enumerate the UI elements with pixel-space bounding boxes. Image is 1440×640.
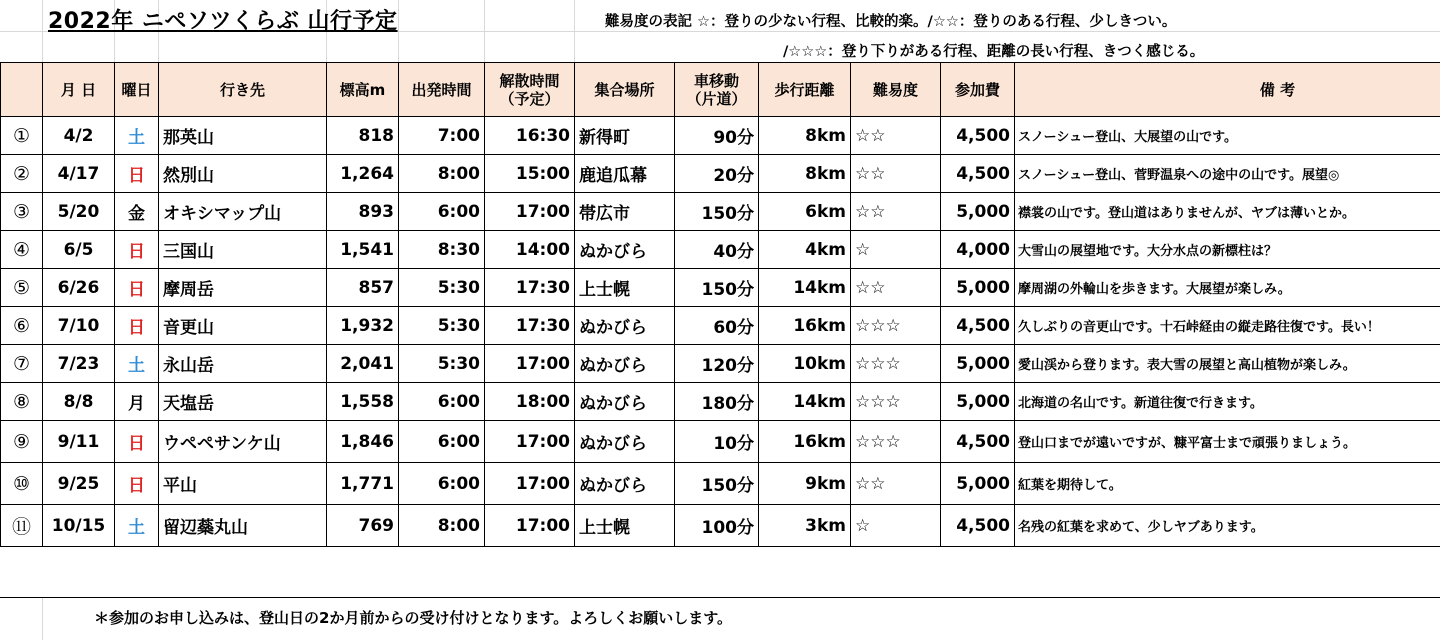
cell-dismiss: 15:00 xyxy=(485,155,575,193)
cell-date: 5/20 xyxy=(43,193,115,231)
cell-notes: スノーシュー登山、菅野温泉への途中の山です。展望◎ xyxy=(1015,155,1440,193)
cell-dismiss: 17:00 xyxy=(485,505,575,547)
cell-notes: 北海道の名山です。新道往復で行きます。 xyxy=(1015,383,1440,421)
cell-walk: 8km xyxy=(759,117,851,155)
cell-elevation: 769 xyxy=(327,505,399,547)
cell-fee: 4,000 xyxy=(941,231,1015,269)
cell-destination: ウペペサンケ山 xyxy=(159,421,327,463)
cell-fee: 4,500 xyxy=(941,117,1015,155)
cell-meeting: 帯広市 xyxy=(575,193,675,231)
cell-notes: 久しぶりの音更山です。十石峠経由の縦走路往復です。長い！ xyxy=(1015,307,1440,345)
cell-drive: 20分 xyxy=(675,155,759,193)
cell-depart: 7:00 xyxy=(399,117,485,155)
header-fee: 参加費 xyxy=(941,63,1015,117)
cell-fee: 4,500 xyxy=(941,155,1015,193)
cell-elevation: 818 xyxy=(327,117,399,155)
cell-dismiss: 17:00 xyxy=(485,345,575,383)
cell-difficulty: ☆☆☆ xyxy=(851,421,941,463)
cell-no: ⑤ xyxy=(1,269,43,307)
table-row xyxy=(1,463,1440,505)
cell-notes: 愛山渓から登ります。表大雪の展望と高山植物が楽しみ。 xyxy=(1015,345,1440,383)
table-header-row xyxy=(1,63,1440,117)
cell-date: 6/26 xyxy=(43,269,115,307)
cell-difficulty: ☆☆ xyxy=(851,193,941,231)
footer-row xyxy=(0,597,1440,640)
cell-no: ③ xyxy=(1,193,43,231)
cell-date: 4/17 xyxy=(43,155,115,193)
cell-elevation: 893 xyxy=(327,193,399,231)
cell-elevation: 1,771 xyxy=(327,463,399,505)
cell-notes: 摩周湖の外輪山を歩きます。大展望が楽しみ。 xyxy=(1015,269,1440,307)
cell-weekday: 日 xyxy=(115,269,159,307)
cell-notes: 大雪山の展望地です。大分水点の新標柱は？ xyxy=(1015,231,1440,269)
cell-destination: 留辺蘂丸山 xyxy=(159,505,327,547)
cell-difficulty: ☆☆ xyxy=(851,463,941,505)
cell-notes: 紅葉を期待して。 xyxy=(1015,463,1440,505)
cell-destination: 摩周岳 xyxy=(159,269,327,307)
cell-destination: オキシマップ山 xyxy=(159,193,327,231)
header-walk: 歩行距離 xyxy=(759,63,851,117)
header-dismiss xyxy=(485,63,575,117)
gridline xyxy=(42,0,43,62)
table-row xyxy=(1,269,1440,307)
cell-walk: 6km xyxy=(759,193,851,231)
schedule-rows xyxy=(1,117,1440,547)
cell-no: ⑧ xyxy=(1,383,43,421)
cell-depart: 5:30 xyxy=(399,345,485,383)
header-drive-line1: 車移動 xyxy=(694,72,739,90)
cell-drive: 100分 xyxy=(675,505,759,547)
cell-weekday: 日 xyxy=(115,307,159,345)
cell-notes: スノーシュー登山、大展望の山です。 xyxy=(1015,117,1440,155)
gridline xyxy=(42,598,43,640)
header-drive xyxy=(675,63,759,117)
cell-fee: 5,000 xyxy=(941,269,1015,307)
cell-difficulty: ☆ xyxy=(851,505,941,547)
cell-meeting: 上士幌 xyxy=(575,505,675,547)
gridline xyxy=(484,0,485,62)
cell-drive: 10分 xyxy=(675,421,759,463)
header-depart: 出発時間 xyxy=(399,63,485,117)
header-weekday: 曜日 xyxy=(115,63,159,117)
cell-fee: 4,500 xyxy=(941,307,1015,345)
cell-depart: 8:00 xyxy=(399,505,485,547)
cell-walk: 9km xyxy=(759,463,851,505)
table-row xyxy=(1,383,1440,421)
table-row xyxy=(1,421,1440,463)
cell-destination: 音更山 xyxy=(159,307,327,345)
cell-date: 9/25 xyxy=(43,463,115,505)
cell-weekday: 月 xyxy=(115,383,159,421)
cell-meeting: 上士幌 xyxy=(575,269,675,307)
cell-elevation: 1,264 xyxy=(327,155,399,193)
header-destination: 行き先 xyxy=(159,63,327,117)
cell-walk: 16km xyxy=(759,307,851,345)
cell-difficulty: ☆ xyxy=(851,231,941,269)
cell-weekday: 金 xyxy=(115,193,159,231)
cell-drive: 180分 xyxy=(675,383,759,421)
cell-drive: 60分 xyxy=(675,307,759,345)
cell-walk: 4km xyxy=(759,231,851,269)
cell-date: 4/2 xyxy=(43,117,115,155)
cell-meeting: ぬかびら xyxy=(575,383,675,421)
header-dismiss-line1: 解散時間 xyxy=(499,72,559,90)
schedule-table xyxy=(0,62,1440,547)
cell-difficulty: ☆☆ xyxy=(851,155,941,193)
cell-no: ⑪ xyxy=(1,505,43,547)
table-row xyxy=(1,117,1440,155)
cell-dismiss: 17:00 xyxy=(485,193,575,231)
table-row xyxy=(1,231,1440,269)
cell-notes: 襟裳の山です。登山道はありませんが、ヤブは薄いとか。 xyxy=(1015,193,1440,231)
cell-depart: 6:00 xyxy=(399,463,485,505)
cell-destination: 平山 xyxy=(159,463,327,505)
header-date: 月 日 xyxy=(43,63,115,117)
cell-drive: 150分 xyxy=(675,463,759,505)
cell-date: 7/10 xyxy=(43,307,115,345)
cell-depart: 8:00 xyxy=(399,155,485,193)
cell-walk: 14km xyxy=(759,383,851,421)
header-elevation: 標高m xyxy=(327,63,399,117)
cell-meeting: ぬかびら xyxy=(575,307,675,345)
cell-dismiss: 17:30 xyxy=(485,307,575,345)
cell-depart: 6:00 xyxy=(399,383,485,421)
cell-dismiss: 17:00 xyxy=(485,463,575,505)
cell-date: 8/8 xyxy=(43,383,115,421)
cell-elevation: 857 xyxy=(327,269,399,307)
cell-fee: 5,000 xyxy=(941,383,1015,421)
cell-elevation: 1,541 xyxy=(327,231,399,269)
cell-elevation: 1,558 xyxy=(327,383,399,421)
cell-drive: 40分 xyxy=(675,231,759,269)
cell-meeting: ぬかびら xyxy=(575,463,675,505)
cell-walk: 16km xyxy=(759,421,851,463)
cell-drive: 90分 xyxy=(675,117,759,155)
difficulty-legend-line1: 難易度の表記 ☆：登りの少ない行程、比較的楽。/☆☆：登りのある行程、少しきつい。 xyxy=(605,10,1176,31)
header-no xyxy=(1,63,43,117)
cell-notes: 名残の紅葉を求めて、少しヤブあります。 xyxy=(1015,505,1440,547)
cell-no: ① xyxy=(1,117,43,155)
cell-meeting: 鹿追瓜幕 xyxy=(575,155,675,193)
cell-date: 6/5 xyxy=(43,231,115,269)
gridline xyxy=(398,0,399,62)
cell-meeting: ぬかびら xyxy=(575,421,675,463)
cell-difficulty: ☆☆☆ xyxy=(851,383,941,421)
cell-date: 10/15 xyxy=(43,505,115,547)
difficulty-legend-line2: /☆☆☆：登り下りがある行程、距離の長い行程、きつく感じる。 xyxy=(783,40,1204,61)
cell-no: ⑩ xyxy=(1,463,43,505)
cell-weekday: 日 xyxy=(115,421,159,463)
cell-notes: 登山口までが遠いですが、糠平富士まで頑張りましょう。 xyxy=(1015,421,1440,463)
cell-fee: 5,000 xyxy=(941,193,1015,231)
cell-difficulty: ☆☆☆ xyxy=(851,345,941,383)
cell-weekday: 日 xyxy=(115,231,159,269)
cell-weekday: 土 xyxy=(115,505,159,547)
cell-depart: 5:30 xyxy=(399,307,485,345)
cell-drive: 120分 xyxy=(675,345,759,383)
cell-no: ⑦ xyxy=(1,345,43,383)
cell-elevation: 2,041 xyxy=(327,345,399,383)
cell-drive: 150分 xyxy=(675,193,759,231)
cell-walk: 14km xyxy=(759,269,851,307)
cell-fee: 5,000 xyxy=(941,463,1015,505)
gridline xyxy=(574,0,575,62)
cell-meeting: ぬかびら xyxy=(575,345,675,383)
table-row xyxy=(1,345,1440,383)
cell-destination: 然別山 xyxy=(159,155,327,193)
cell-difficulty: ☆☆ xyxy=(851,117,941,155)
cell-dismiss: 17:30 xyxy=(485,269,575,307)
cell-elevation: 1,932 xyxy=(327,307,399,345)
cell-destination: 永山岳 xyxy=(159,345,327,383)
cell-depart: 8:30 xyxy=(399,231,485,269)
cell-fee: 4,500 xyxy=(941,421,1015,463)
table-row xyxy=(1,307,1440,345)
cell-destination: 三国山 xyxy=(159,231,327,269)
page-title: 2022年 ニペソツくらぶ 山行予定 xyxy=(48,4,398,35)
cell-no: ⑥ xyxy=(1,307,43,345)
table-row xyxy=(1,155,1440,193)
cell-meeting: ぬかびら xyxy=(575,231,675,269)
cell-weekday: 日 xyxy=(115,155,159,193)
header-dismiss-line2: （予定） xyxy=(499,90,559,108)
cell-depart: 6:00 xyxy=(399,193,485,231)
table-row xyxy=(1,193,1440,231)
cell-difficulty: ☆☆☆ xyxy=(851,307,941,345)
cell-weekday: 土 xyxy=(115,345,159,383)
cell-no: ② xyxy=(1,155,43,193)
cell-depart: 5:30 xyxy=(399,269,485,307)
cell-destination: 那英山 xyxy=(159,117,327,155)
cell-destination: 天塩岳 xyxy=(159,383,327,421)
table-row xyxy=(1,505,1440,547)
cell-date: 7/23 xyxy=(43,345,115,383)
header-notes: 備 考 xyxy=(1015,63,1440,117)
cell-no: ⑨ xyxy=(1,421,43,463)
cell-walk: 3km xyxy=(759,505,851,547)
cell-weekday: 土 xyxy=(115,117,159,155)
cell-meeting: 新得町 xyxy=(575,117,675,155)
cell-walk: 10km xyxy=(759,345,851,383)
cell-drive: 150分 xyxy=(675,269,759,307)
cell-date: 9/11 xyxy=(43,421,115,463)
cell-dismiss: 14:00 xyxy=(485,231,575,269)
cell-dismiss: 17:00 xyxy=(485,421,575,463)
footer-note: ＊参加のお申し込みは、登山日の2か月前からの受け付けとなります。よろしくお願いします。 xyxy=(94,607,732,628)
header-difficulty: 難易度 xyxy=(851,63,941,117)
cell-elevation: 1,846 xyxy=(327,421,399,463)
header-meeting: 集合場所 xyxy=(575,63,675,117)
cell-fee: 4,500 xyxy=(941,505,1015,547)
cell-depart: 6:00 xyxy=(399,421,485,463)
cell-fee: 5,000 xyxy=(941,345,1015,383)
cell-difficulty: ☆☆ xyxy=(851,269,941,307)
cell-dismiss: 18:00 xyxy=(485,383,575,421)
cell-weekday: 日 xyxy=(115,463,159,505)
cell-dismiss: 16:30 xyxy=(485,117,575,155)
cell-no: ④ xyxy=(1,231,43,269)
header-drive-line2: （片道） xyxy=(686,90,746,108)
cell-walk: 8km xyxy=(759,155,851,193)
